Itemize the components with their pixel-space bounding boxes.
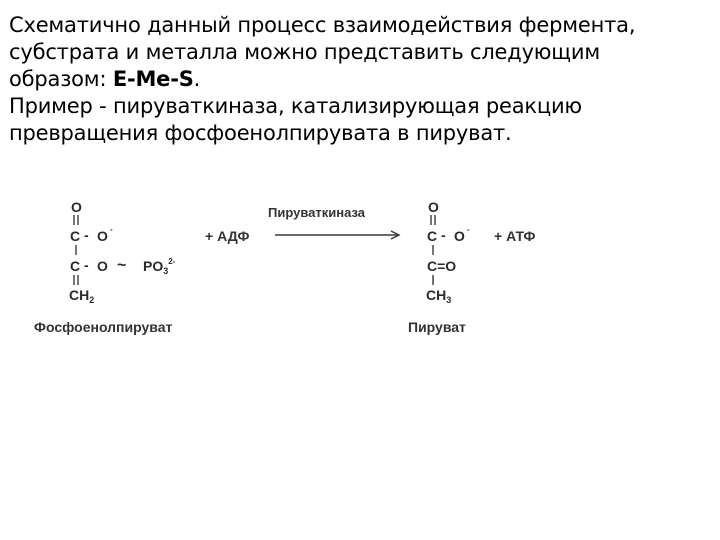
formula-e-me-s: E-Me-S — [112, 67, 194, 91]
substrate-label: Фосфоенолпируват — [34, 319, 173, 335]
atom-c2: C — [70, 258, 81, 274]
text-line-1: Схематично данный процесс взаимодействия фермента, — [9, 13, 636, 37]
carbonyl-group: C=O — [427, 258, 457, 274]
bond-dash: - — [441, 227, 446, 243]
bond-dash: - — [84, 257, 89, 273]
text-line-3-suffix: . — [193, 67, 201, 91]
enzyme-label: Пируваткиназа — [268, 205, 366, 220]
text-line-5: превращения фосфоенолпирувата в пируват. — [9, 121, 512, 145]
text-line-3 — [9, 66, 714, 93]
reaction-scheme — [0, 190, 720, 350]
atom-c1: C — [427, 228, 438, 244]
product-label: Пируват — [408, 319, 466, 335]
plus-atp: + АТФ — [494, 228, 536, 244]
bond-dash: - — [84, 227, 89, 243]
atom-o-top: O — [71, 199, 82, 215]
ch3-group: $CH_3$ — [426, 287, 452, 305]
atom-o-minus: O — [454, 228, 465, 244]
atom-o-minus: O — [97, 228, 108, 244]
atom-c1: C — [70, 228, 81, 244]
pyruvate-structure — [408, 199, 470, 335]
plus-adp: + АДФ — [205, 228, 250, 244]
high-energy-bond: ~ — [117, 257, 127, 274]
ch2-group: $CH_2$ — [69, 287, 95, 305]
charge-minus: - — [467, 225, 470, 234]
charge-minus: - — [110, 225, 113, 234]
text-line-3-prefix: образом: — [9, 67, 113, 91]
phosphoenolpyruvate-structure — [34, 199, 176, 335]
text-line-4: Пример - пируваткиназа, катализирующая реакцию — [9, 94, 582, 118]
phosphate-group: $PO_3^{2-}$ — [143, 257, 176, 276]
atom-o-top: O — [428, 199, 439, 215]
text-line-2: субстрата и металла можно представить следующим — [9, 40, 600, 64]
atom-o-bridge: O — [97, 258, 108, 274]
reaction-arrow-block — [205, 205, 399, 244]
description-text — [9, 12, 714, 147]
